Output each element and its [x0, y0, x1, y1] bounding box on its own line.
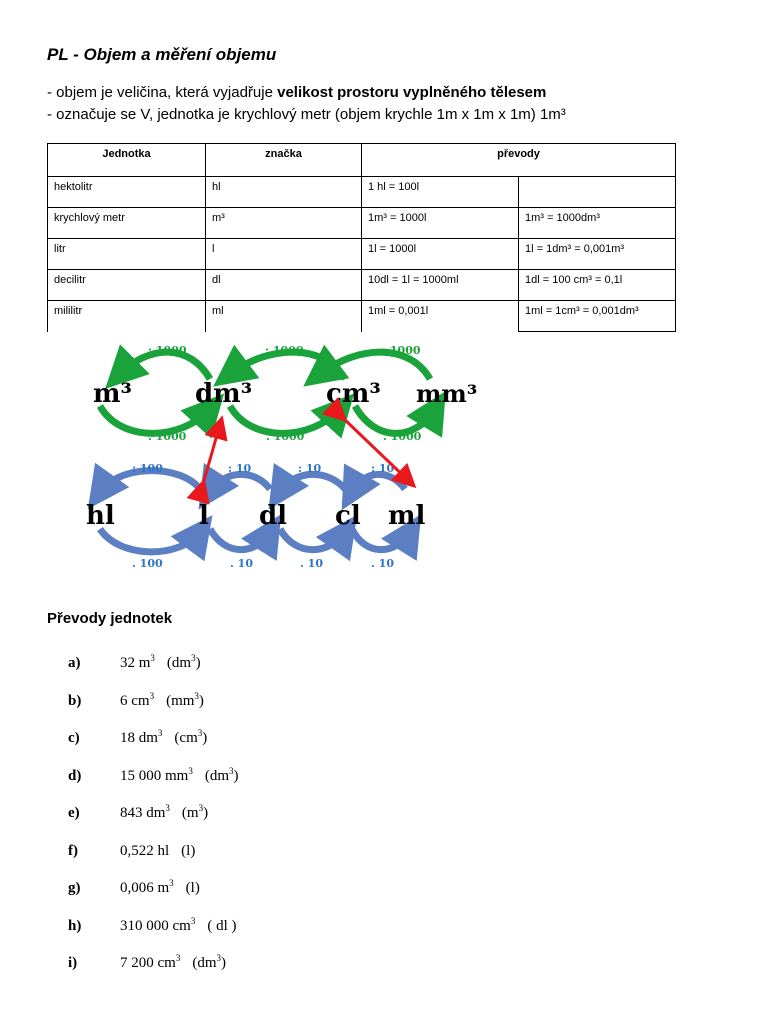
table-cell: 1l = 1dm³ = 0,001m³ — [519, 239, 676, 270]
exercise-target-end: ) — [194, 880, 200, 896]
table-header-symbol: značka — [206, 144, 362, 177]
exercise-exponent: 3 — [169, 878, 174, 888]
exercise-letter: c) — [68, 730, 80, 746]
red-link-dm3-l — [203, 421, 221, 484]
liquid-top-label: : 100 — [132, 462, 163, 475]
table-cell: dl — [206, 270, 362, 301]
table-header-row — [48, 144, 676, 177]
exercise-target-end: ) — [227, 917, 237, 934]
exercise-target: (mm — [166, 692, 195, 709]
intro-line-1-text: - objem je veličina, která vyjadřuje — [47, 84, 278, 101]
intro-line-1-bold: velikost prostoru vyplněného tělesem — [277, 84, 547, 101]
table-cell: 1m³ = 1000dm³ — [519, 208, 676, 239]
table-cell: 1ml = 1cm³ = 0,001dm³ — [519, 301, 676, 332]
cubic-top-label: : 1000 — [265, 344, 304, 357]
exercise-target: (l — [185, 880, 195, 896]
table-row — [48, 239, 676, 270]
table-cell: hl — [206, 177, 362, 208]
exercise-letter: i) — [68, 955, 78, 971]
unit-mm3: mm³ — [416, 379, 478, 408]
exercise-value: 32 m — [120, 655, 151, 671]
unit-m3: m³ — [93, 379, 132, 409]
liquid-bottom-label: . 100 — [132, 557, 163, 570]
exercise-target: (m — [181, 805, 199, 821]
exercise-exponent: 3 — [188, 765, 193, 776]
exercise-target-exponent: 3 — [198, 803, 204, 813]
cubic-top-label: : 1000 — [148, 344, 187, 357]
table-cell: 1ml = 0,001l — [362, 301, 519, 332]
exercise-exponent: 3 — [165, 803, 170, 813]
table-cell: 1dl = 100 cm³ = 0,1l — [519, 270, 676, 301]
cubic-bottom-label: . 1000 — [383, 430, 422, 443]
exercise-exponent: 3 — [175, 953, 181, 963]
exercise-letter: f) — [68, 842, 78, 859]
exercise-target-end: ) — [202, 730, 208, 746]
unit-l: l — [199, 501, 209, 531]
exercise-exponent: 3 — [150, 653, 155, 663]
blue-arc-arrow — [352, 474, 405, 492]
exercise-value: 7 200 cm — [120, 955, 176, 971]
table-cell: litr — [48, 239, 206, 270]
intro-line-1 — [47, 84, 546, 101]
exercise-target-exponent: 3 — [194, 690, 199, 701]
unit-dm3: dm³ — [195, 379, 253, 409]
blue-arc-arrow — [210, 474, 270, 492]
table-row — [48, 270, 676, 301]
exercise-target-exponent: 3 — [197, 728, 203, 738]
liquid-arcs — [100, 471, 410, 552]
unit-hl: hl — [86, 501, 115, 531]
exercise-letter: h) — [68, 917, 82, 934]
exercise-target-end: ) — [190, 842, 196, 859]
exercise-value: 6 cm — [120, 692, 150, 709]
liquid-bottom-label: . 10 — [230, 557, 253, 570]
liquid-bottom-label: . 10 — [371, 557, 394, 570]
table-cell — [519, 177, 676, 208]
exercise-target-end: ) — [198, 692, 204, 709]
exercise-target: (cm — [174, 730, 198, 746]
table-cell: ml — [206, 301, 362, 332]
table-cell: 1l = 1000l — [362, 239, 519, 270]
table-header-unit: Jednotka — [48, 144, 206, 177]
exercise-letter: b) — [68, 692, 82, 709]
table-cell: hektolitr — [48, 177, 206, 208]
exercise-value: 843 dm — [120, 805, 166, 821]
exercise-value: 0,006 m — [120, 880, 170, 896]
table-cell: mililitr — [48, 301, 206, 332]
exercise-value: 0,522 hl — [120, 842, 170, 859]
exercise-exponent: 3 — [157, 728, 163, 738]
cubic-bottom-label: . 1000 — [148, 430, 187, 443]
exercise-target-exponent: 3 — [191, 653, 196, 663]
exercise-target-end: ) — [195, 655, 201, 671]
cubic-bottom-label: . 1000 — [266, 430, 305, 443]
table-cell: decilitr — [48, 270, 206, 301]
exercise-target: (l — [181, 842, 191, 859]
exercise-exponent: 3 — [190, 915, 196, 926]
exercise-value: 310 000 cm — [120, 917, 191, 934]
exercise-target-end: ) — [233, 767, 239, 784]
exercise-target: (dm — [166, 655, 192, 671]
blue-arc-arrow — [280, 474, 345, 492]
cubic-arcs — [100, 352, 435, 433]
blue-arc-arrow — [100, 529, 200, 552]
liquid-top-label: : 10 — [371, 462, 395, 475]
exercise-letter: d) — [68, 767, 82, 784]
units-table — [47, 143, 676, 332]
intro-line-2: - označuje se V, jednotka je krychlový metr (objem krychle 1m x 1m x 1m) 1m³ — [47, 106, 566, 123]
table-cell: 1m³ = 1000l — [362, 208, 519, 239]
table-cell: m³ — [206, 208, 362, 239]
unit-dl: dl — [259, 501, 288, 531]
liquid-top-label: : 10 — [228, 462, 252, 475]
exercise-letter: g) — [68, 880, 81, 896]
exercises-title: Převody jednotek — [47, 610, 173, 627]
table-row — [48, 301, 676, 332]
unit-conversion-diagram — [60, 334, 478, 574]
unit-ml: ml — [388, 501, 426, 531]
exercise-target-exponent: 3 — [229, 765, 234, 776]
exercise-target-end: ) — [221, 955, 226, 971]
liquid-bottom-label: . 10 — [300, 557, 323, 570]
exercise-value: 18 dm — [120, 730, 158, 746]
unit-cl: cl — [335, 501, 361, 531]
liquid-top-label: : 10 — [298, 462, 322, 475]
table-cell: krychlový metr — [48, 208, 206, 239]
exercise-target-exponent: 3 — [216, 953, 221, 963]
page-title: PL - Objem a měření objemu — [47, 45, 277, 64]
exercise-target-end: ) — [203, 805, 209, 821]
cubic-top-label: : 1000 — [382, 344, 421, 357]
exercise-letter: e) — [68, 805, 80, 821]
table-cell: 10dl = 1l = 1000ml — [362, 270, 519, 301]
table-cell: 1 hl = 100l — [362, 177, 519, 208]
unit-cm3: cm³ — [326, 379, 381, 409]
blue-arc-arrow — [280, 529, 345, 550]
exercise-target: (dm — [192, 955, 217, 971]
table-row — [48, 208, 676, 239]
exercise-exponent: 3 — [149, 690, 155, 701]
blue-arc-arrow — [352, 529, 410, 550]
table-header-conversions: převody — [362, 144, 676, 177]
exercise-target: ( dl — [207, 917, 228, 934]
table-cell: l — [206, 239, 362, 270]
table-row — [48, 177, 676, 208]
exercise-letter: a) — [68, 655, 81, 671]
exercise-target: (dm — [204, 767, 230, 784]
blue-arc-arrow — [210, 529, 270, 550]
exercise-value: 15 000 mm — [120, 767, 189, 784]
